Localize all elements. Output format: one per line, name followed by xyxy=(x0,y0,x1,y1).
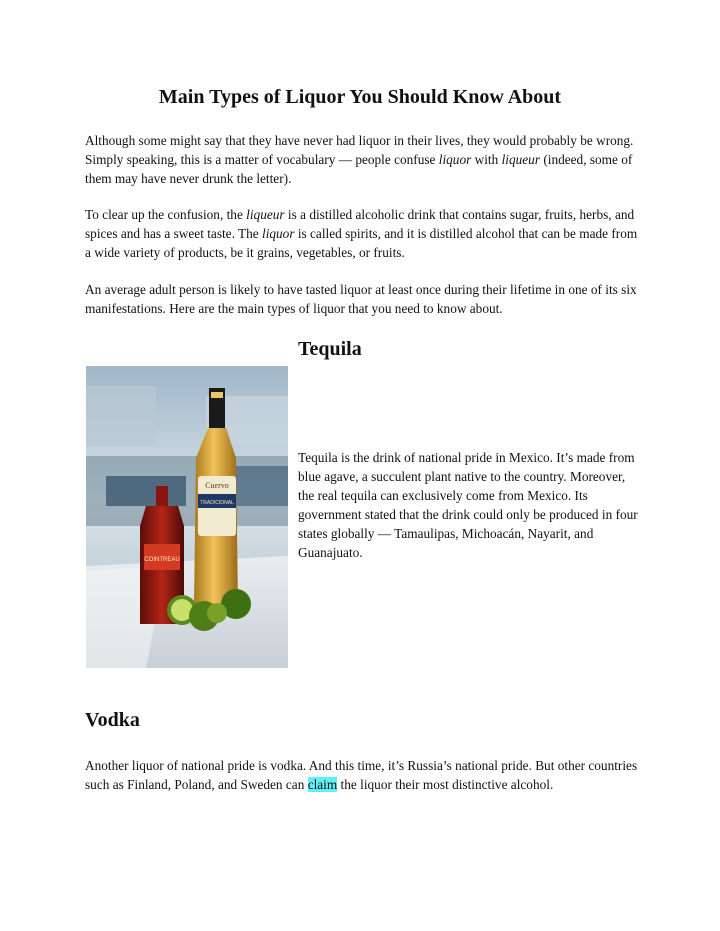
italic-word-liquor: liquor xyxy=(262,226,295,241)
intro-paragraph-2 xyxy=(85,205,645,262)
intro-text: To clear up the confusion, the xyxy=(85,207,247,222)
intro-text: is called spirits, and it is distilled alcohol that can be made from a wide variety of products, be it grains, vegetables, or fruits. xyxy=(85,226,638,260)
intro-paragraph-1 xyxy=(85,131,645,188)
vodka-text: the liquor their most distinctive alcohol. xyxy=(337,777,554,792)
bottle-label-tradicional: TRADICIONAL xyxy=(200,500,234,506)
italic-word-liqueur: liqueur xyxy=(501,152,540,167)
vodka-text: Another liquor of national pride is vodka. And this time, it’s Russia’s national pride. But other countries such as Finland, Poland, and Sweden can xyxy=(85,758,638,792)
intro-text: is a distilled alcoholic drink that contains sugar, fruits, herbs, and spices and has a sweet taste. The xyxy=(85,207,635,241)
tequila-paragraph: Tequila is the drink of national pride in Mexico. It’s made from blue agave, a succulent plant native to the country. Moreover, the real tequila can exclusively come from Mexico. Its government stated that the drink could only be produced in four states globally — Tamaulipas, Michoacán, Nayarit, and Guanajuato. xyxy=(298,450,638,560)
italic-word-liqueur: liqueur xyxy=(246,207,285,222)
tequila-bottles-photo xyxy=(86,366,288,668)
intro-paragraph-3: An average adult person is likely to have tasted liquor at least once during their lifetime in one of its six manifestations. Here are the main types of liquor that you need to know about. xyxy=(85,282,637,316)
intro-text: Although some might say that they have never had liquor in their lives, they would probably be wrong. Simply speaking, this is a matter of vocabulary — people confuse xyxy=(85,133,634,167)
bottle-label-cointreau: COINTREAU xyxy=(144,557,180,563)
tequila-heading: Tequila xyxy=(298,338,362,360)
vodka-paragraph xyxy=(85,756,645,794)
intro-text: with xyxy=(471,152,502,167)
italic-word-liquor: liquor xyxy=(438,152,472,167)
vodka-heading: Vodka xyxy=(85,709,140,731)
intro-text: (indeed, some of them may have never drunk the letter). xyxy=(85,152,633,186)
page-title: Main Types of Liquor You Should Know About xyxy=(158,86,562,108)
highlighted-word: claim xyxy=(307,777,338,792)
bottle-label-cuervo: Cuervo xyxy=(205,481,229,490)
